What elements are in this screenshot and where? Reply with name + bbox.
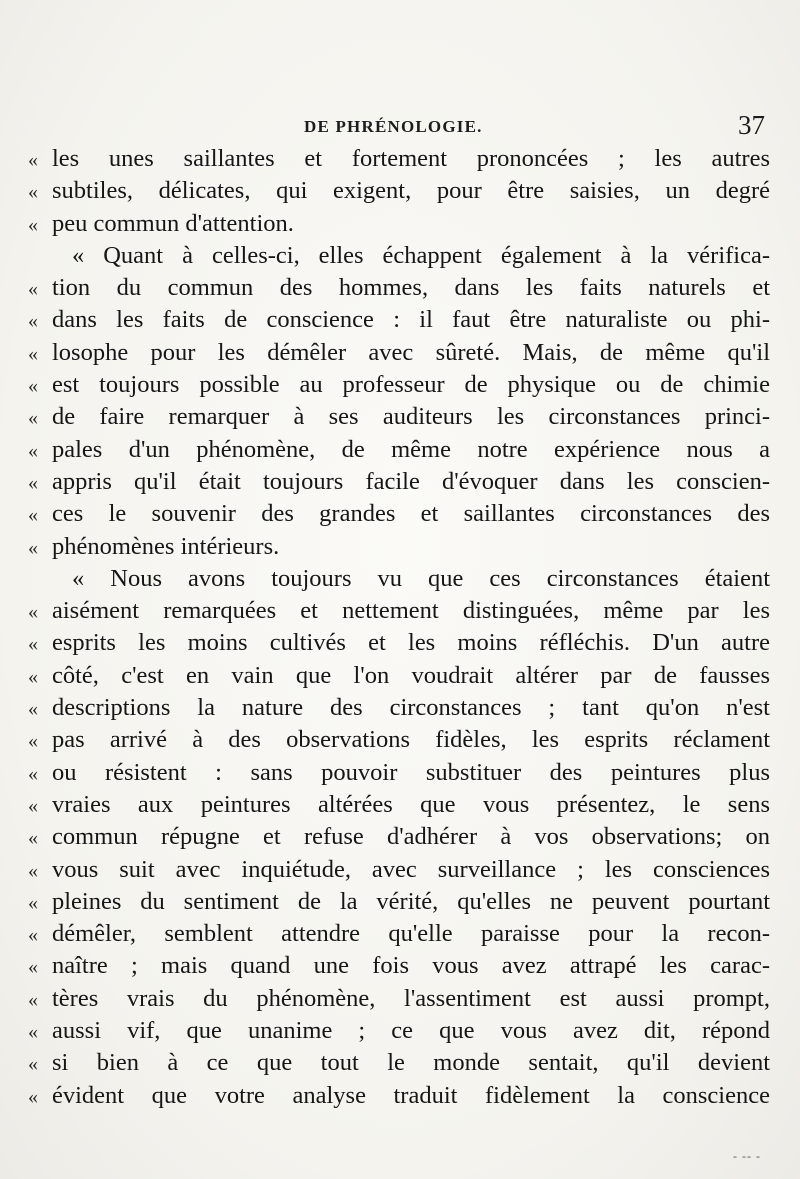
line-text: démêler, semblent attendre qu'elle paraisse pour la recon-: [52, 920, 770, 948]
text-line: [28, 304, 770, 336]
line-text: naître ; mais quand une fois vous avez attrapé les carac-: [52, 952, 770, 980]
printer-mark: - -- -: [733, 1149, 761, 1163]
quote-mark: «: [28, 891, 38, 914]
line-text: phénomènes intérieurs.: [52, 532, 280, 560]
line-text: « Nous avons toujours vu que ces circonstances étaient: [72, 564, 770, 592]
quote-mark: «: [28, 149, 38, 171]
text-line: [28, 821, 770, 853]
text-line: [28, 1047, 770, 1079]
text-line: [28, 434, 770, 466]
page-header: [0, 112, 800, 142]
text-line: [28, 886, 770, 918]
line-text: de faire remarquer à ses auditeurs les circonstances princi-: [52, 403, 770, 431]
line-text: évident que votre analyse traduit fidèlement la conscience: [52, 1081, 770, 1109]
body-text: [28, 143, 770, 1112]
line-text: esprits les moins cultivés et les moins réfléchis. D'un autre: [52, 629, 770, 657]
line-text: vraies aux peintures altérées que vous présentez, le sens: [52, 790, 770, 818]
text-line: [28, 692, 770, 724]
line-text: ou résistent : sans pouvoir substituer des peintures plus: [52, 758, 770, 786]
text-line: [28, 1015, 770, 1047]
line-text: commun répugne et refuse d'adhérer à vos observations; on: [52, 823, 770, 851]
quote-mark: «: [28, 1085, 38, 1108]
text-line: [28, 660, 770, 692]
line-text: descriptions la nature des circonstances ; tant qu'on n'est: [52, 694, 770, 722]
quote-mark: «: [28, 310, 38, 333]
line-text: est toujours possible au professeur de physique ou de chimie: [52, 371, 770, 399]
running-title: DE PHRÉNOLOGIE.: [304, 117, 483, 136]
line-text: losophe pour les démêler avec sûreté. Mais, de même qu'il: [52, 338, 770, 366]
quote-mark: «: [28, 342, 38, 365]
text-line: [28, 627, 770, 659]
line-text: si bien à ce que tout le monde sentait, qu'il devient: [52, 1049, 770, 1077]
line-text: « Quant à celles-ci, elles échappent également à la vérifica-: [72, 241, 770, 269]
text-line: [28, 724, 770, 756]
text-line: [28, 918, 770, 950]
quote-mark: «: [28, 407, 38, 430]
text-line: [28, 1080, 770, 1112]
text-line: [28, 789, 770, 821]
text-line: [28, 498, 770, 530]
quote-mark: «: [28, 859, 38, 882]
text-line: [28, 240, 770, 272]
line-text: tères vrais du phénomène, l'assentiment est aussi prompt,: [52, 984, 770, 1012]
text-line: [28, 531, 770, 563]
line-text: aisément remarquées et nettement distinguées, même par les: [52, 597, 770, 625]
line-text: aussi vif, que unanime ; ce que vous avez dit, répond: [52, 1017, 770, 1045]
line-text: côté, c'est en vain que l'on voudrait altérer par de fausses: [52, 661, 770, 689]
line-text: appris qu'il était toujours facile d'évoquer dans les conscien-: [52, 467, 770, 495]
quote-mark: «: [28, 439, 38, 462]
quote-mark: «: [28, 762, 38, 785]
text-line: [28, 143, 770, 175]
text-line: [28, 466, 770, 498]
quote-mark: «: [28, 1021, 38, 1044]
line-text: tion du commun des hommes, dans les faits naturels et: [52, 274, 770, 302]
line-text: vous suit avec inquiétude, avec surveillance ; les consciences: [52, 855, 770, 883]
text-line: [28, 401, 770, 433]
line-text: subtiles, délicates, qui exigent, pour être saisies, un degré: [52, 177, 770, 205]
quote-mark: «: [28, 181, 38, 204]
quote-mark: «: [28, 827, 38, 850]
quote-mark: «: [28, 213, 38, 236]
quote-mark: «: [28, 956, 38, 979]
page-number: 37: [738, 110, 765, 140]
line-text: pales d'un phénomène, de même notre expérience nous a: [52, 435, 770, 463]
text-line: [28, 337, 770, 369]
quote-mark: «: [28, 988, 38, 1011]
text-line: [28, 208, 770, 240]
text-line: [28, 369, 770, 401]
quote-mark: «: [28, 794, 38, 817]
quote-mark: «: [28, 536, 38, 559]
line-text: peu commun d'attention.: [52, 209, 294, 237]
quote-mark: «: [28, 601, 38, 624]
quote-mark: «: [28, 730, 38, 753]
quote-mark: «: [28, 504, 38, 527]
quote-mark: «: [28, 633, 38, 656]
quote-mark: «: [28, 375, 38, 398]
line-text: pleines du sentiment de la vérité, qu'elles ne peuvent pourtant: [52, 887, 770, 915]
line-text: pas arrivé à des observations fidèles, les esprits réclament: [52, 726, 770, 754]
quote-mark: «: [28, 698, 38, 721]
quote-mark: «: [28, 924, 38, 947]
text-line: [28, 983, 770, 1015]
quote-mark: «: [28, 278, 38, 301]
line-text: dans les faits de conscience : il faut être naturaliste ou phi-: [52, 306, 770, 334]
quote-mark: «: [28, 471, 38, 494]
text-line: [28, 595, 770, 627]
text-line: [28, 175, 770, 207]
text-line: [28, 563, 770, 595]
text-line: [28, 950, 770, 982]
text-line: [28, 854, 770, 886]
line-text: ces le souvenir des grandes et saillantes circonstances des: [52, 500, 770, 528]
quote-mark: «: [28, 665, 38, 688]
text-line: [28, 272, 770, 304]
text-line: [28, 757, 770, 789]
line-text: les unes saillantes et fortement prononcées ; les autres: [52, 145, 770, 172]
quote-mark: «: [28, 1053, 38, 1076]
